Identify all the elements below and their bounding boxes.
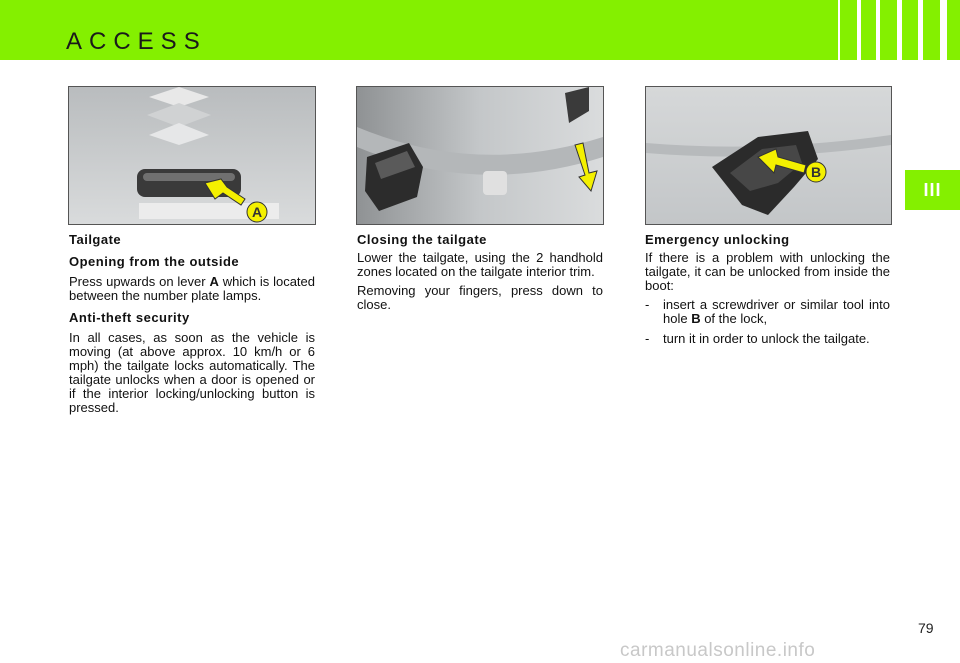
section-heading: Closing the tailgate (357, 232, 487, 247)
list-dash: - (645, 331, 650, 346)
section-heading: Emergency unlocking (645, 232, 790, 247)
paragraph-emergency: If there is a problem with unlocking the tailgate, it can be unlocked from inside the boot: (645, 250, 890, 293)
text-run: turn it in order to unlock the tailgate. (663, 331, 870, 346)
header-stripe (857, 0, 861, 60)
header-stripe (940, 0, 947, 60)
paragraph-closing: Lower the tailgate, using the 2 handhold zones located on the tailgate interior trim. (357, 250, 603, 279)
text-run: of the lock, (700, 311, 768, 326)
marker-a: A (251, 204, 263, 220)
text-run: which is located between the number plate lamps. (69, 274, 315, 303)
marker-b: B (810, 164, 822, 180)
instruction-list (645, 298, 890, 346)
paragraph-opening (69, 275, 315, 303)
chapter-tab: III (905, 170, 960, 210)
header-stripe (838, 0, 840, 60)
header-stripe (897, 0, 902, 60)
page-title: ACCESS (66, 28, 207, 55)
header-stripe (876, 0, 880, 60)
column-tailgate (69, 233, 315, 420)
section-heading: Tailgate (69, 232, 122, 247)
column-emergency (645, 233, 890, 352)
page-number: 79 (918, 620, 934, 636)
hole-label: B (691, 311, 701, 326)
subheading-anti-theft: Anti-theft security (69, 310, 190, 325)
watermark: carmanualsonline.info (620, 640, 816, 661)
paragraph-anti-theft: In all cases, as soon as the vehicle is moving (at above approx. 10 km/h or 6 mph) the tailgate locks automatically. The tailgate unlocks when a door is opened or if the interior locking/unlocking button is pressed. (69, 330, 315, 415)
list-item (645, 298, 890, 326)
paragraph-removing: Removing your fingers, press down to close. (357, 283, 603, 312)
text-run: Press upwards on lever (69, 274, 210, 289)
photo-lock-hole (645, 86, 892, 225)
list-item (645, 332, 890, 346)
photo-tailgate-lever (68, 86, 316, 225)
subheading-opening: Opening from the outside (69, 254, 240, 269)
page-header (0, 0, 960, 60)
column-closing (357, 233, 603, 317)
text-run: insert a screwdriver or similar tool into hole (663, 297, 890, 326)
lever-label: A (209, 274, 219, 289)
list-dash: - (645, 297, 650, 312)
photo-handhold-zones (356, 86, 604, 225)
header-stripe (918, 0, 923, 60)
